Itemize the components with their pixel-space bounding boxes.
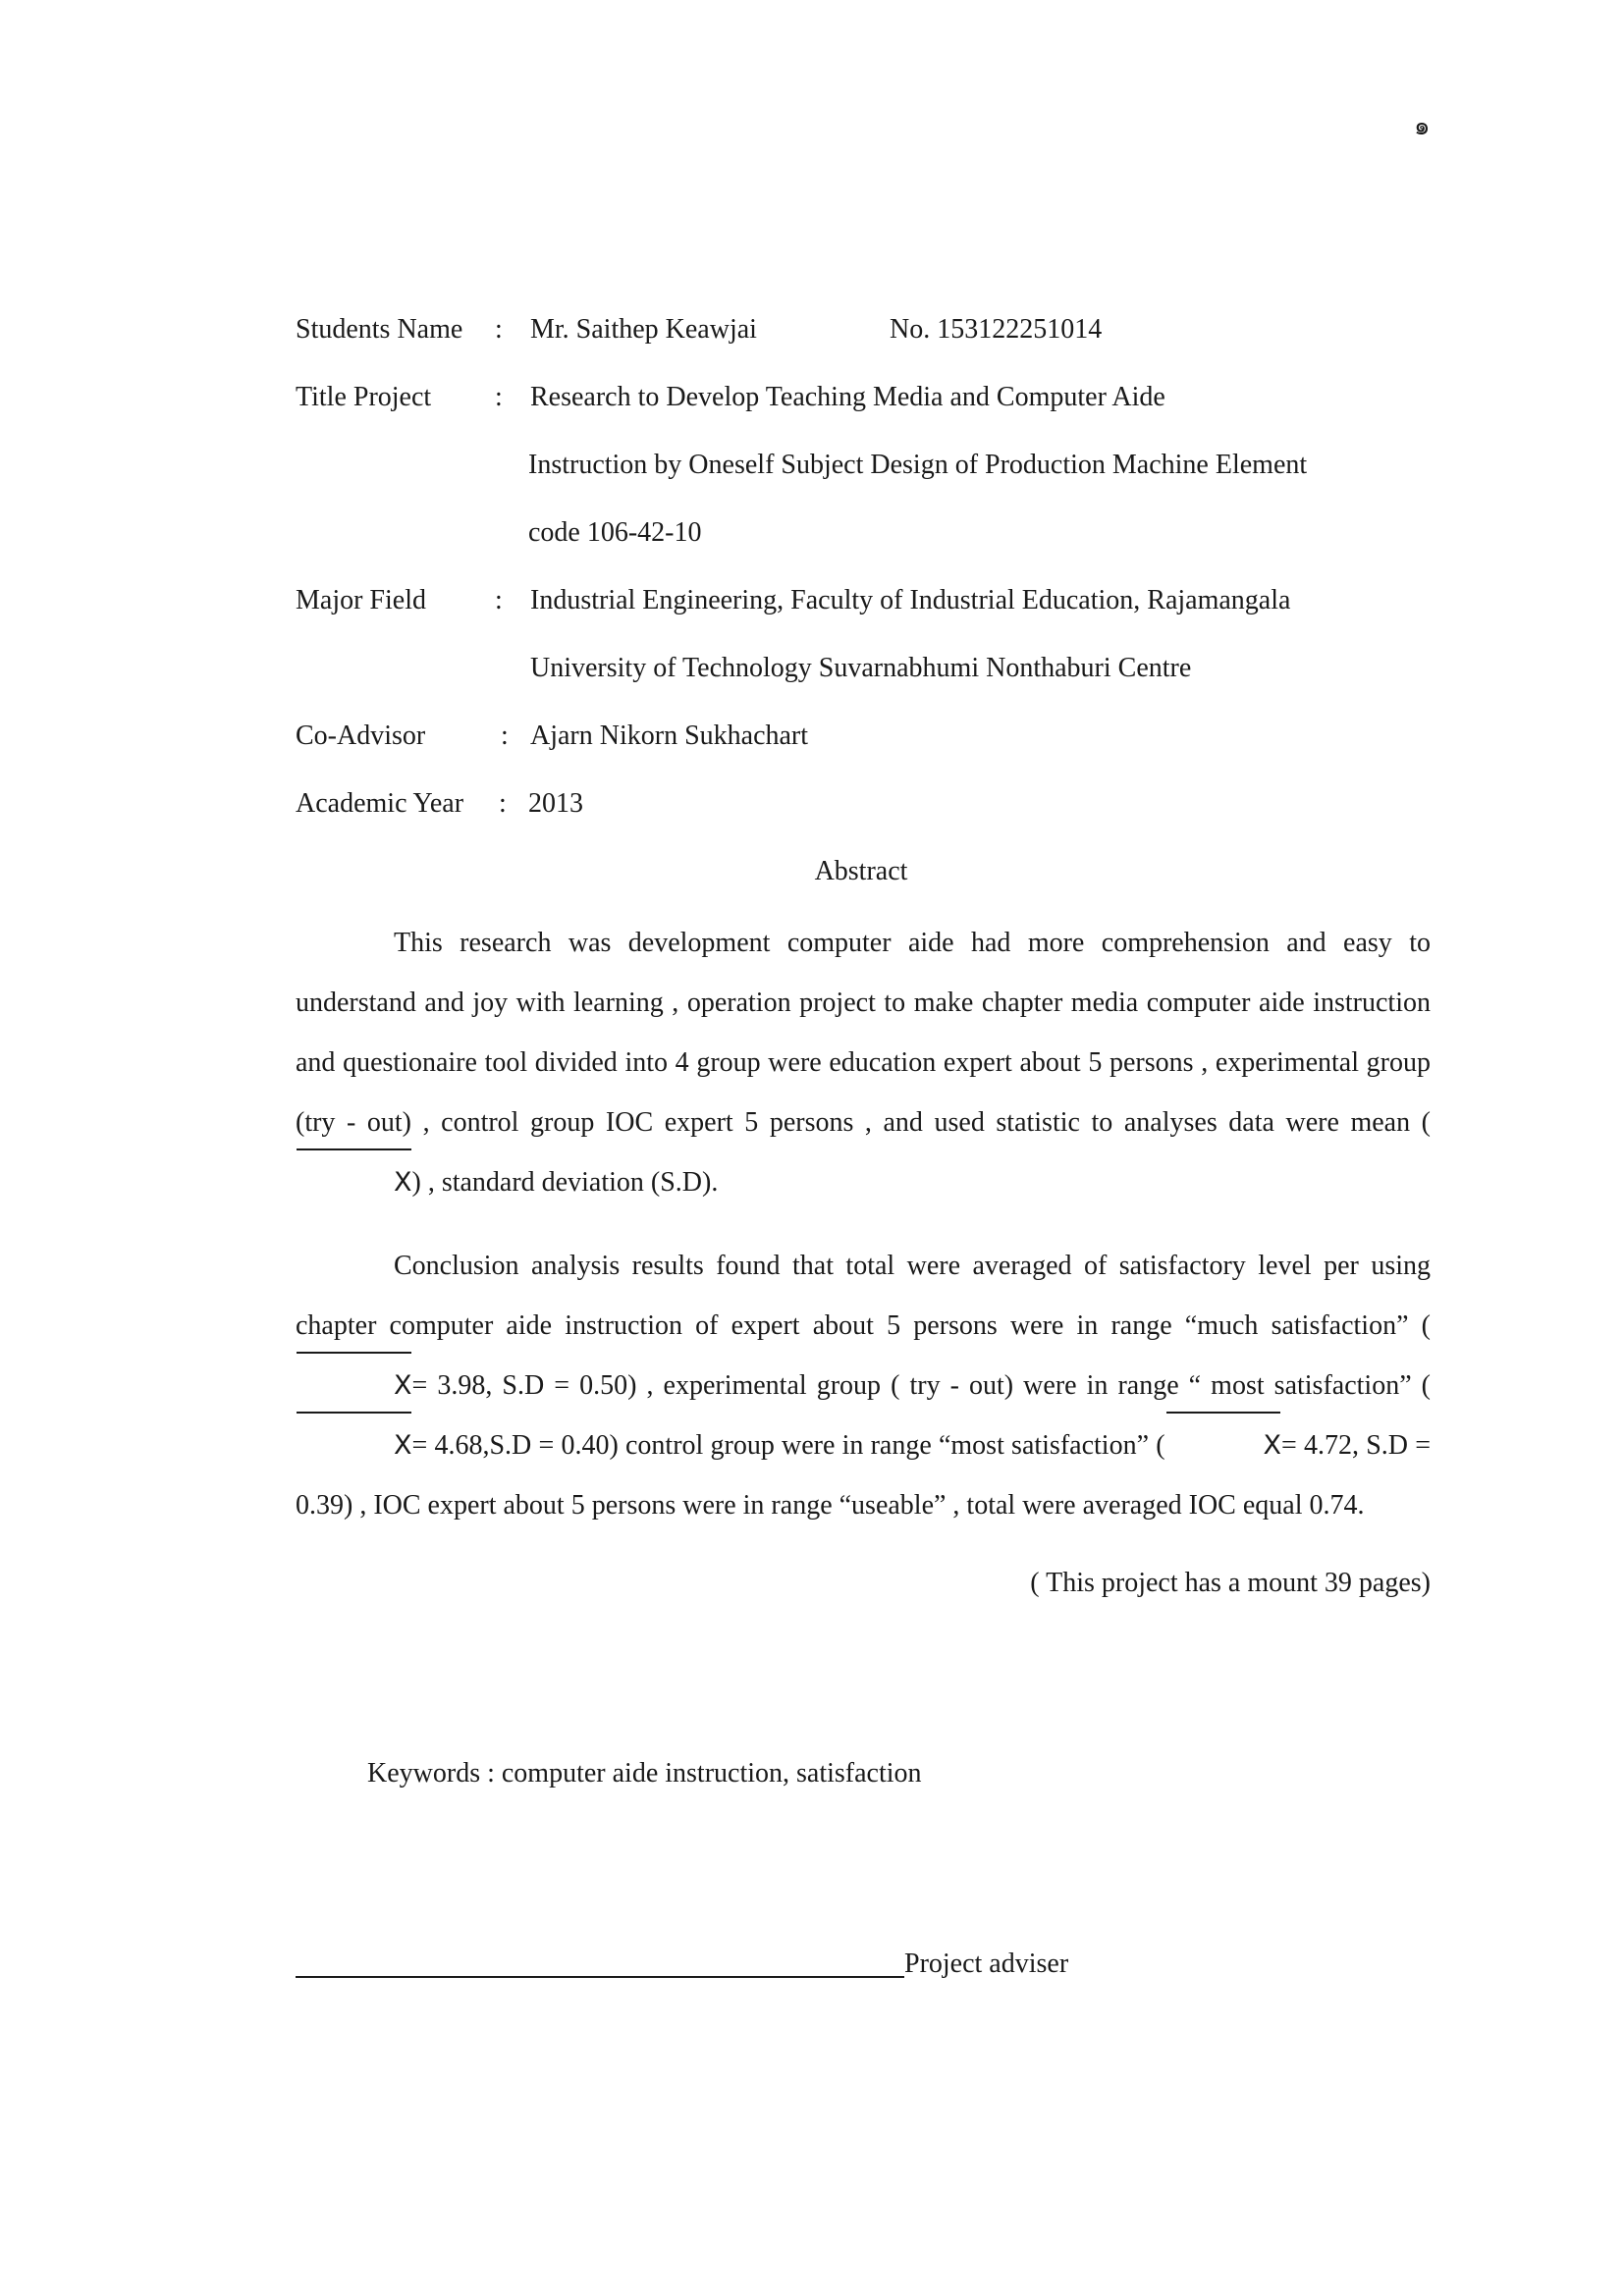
page-number: ๑: [1414, 112, 1431, 140]
mean-symbol: X: [296, 1415, 412, 1475]
mean-symbol: X: [296, 1356, 412, 1415]
abstract-paragraph-2: [296, 1236, 1431, 1535]
major-field-line: University of Technology Suvarnabhumi Nonthaburi Centre: [530, 653, 1192, 683]
abstract-heading: Abstract: [814, 856, 908, 886]
field-label: Academic Year: [296, 788, 464, 819]
signature-line: [296, 1976, 904, 1978]
abstract-text: = 3.98, S.D = 0.50) , experimental group ( try - out) were in range “ most satisfaction” (: [411, 1370, 1431, 1401]
field-label: Major Field: [296, 585, 426, 615]
co-advisor-name: Ajarn Nikorn Sukhachart: [530, 721, 809, 751]
field-label: Co-Advisor: [296, 721, 426, 751]
abstract-text: = 4.72, S.D = 0.39) , IOC expert about 5 persons were in range “useable” , total were averaged IOC equal 0.74.: [296, 1430, 1431, 1521]
field-label: Students Name: [296, 314, 463, 345]
mean-symbol: X: [296, 1152, 412, 1212]
project-title-line: Instruction by Oneself Subject Design of Production Machine Element: [528, 450, 1308, 480]
page-count-note: ( This project has a mount 39 pages): [1030, 1568, 1431, 1598]
field-label: Title Project: [296, 382, 432, 412]
abstract-text: = 4.68,S.D = 0.40) control group were in range “most satisfaction” (: [411, 1430, 1165, 1461]
field-colon: :: [495, 314, 503, 345]
project-title-line: Research to Develop Teaching Media and Computer Aide: [530, 382, 1165, 412]
project-title-line: code 106-42-10: [528, 517, 702, 548]
abstract-text: Conclusion analysis results found that total were averaged of satisfactory level per using chapter computer aide instruction of expert about 5 persons were in range “much satisfaction” (: [296, 1251, 1431, 1341]
field-colon: :: [499, 788, 507, 819]
student-number: No. 153122251014: [890, 314, 1103, 345]
academic-year: 2013: [528, 788, 583, 819]
field-colon: :: [495, 382, 503, 412]
abstract-text: ) , standard deviation (S.D).: [411, 1167, 719, 1198]
student-name: Mr. Saithep Keawjai: [530, 314, 757, 345]
signature-label: Project adviser: [904, 1949, 1069, 1979]
abstract-paragraph-1: [296, 913, 1431, 1212]
field-colon: :: [501, 721, 509, 751]
mean-symbol: X: [1165, 1415, 1282, 1475]
abstract-text: This research was development computer aide had more comprehension and easy to understand and joy with learning , operation project to make chapter media computer aide instruction and questionaire tool divided into 4 group were education expert about 5 persons , experimental group (try - out) , control group IOC expert 5 persons , and used statistic to analyses data were mean (: [296, 928, 1431, 1138]
field-colon: :: [495, 585, 503, 615]
keywords: Keywords : computer aide instruction, satisfaction: [367, 1758, 922, 1789]
major-field-line: Industrial Engineering, Faculty of Industrial Education, Rajamangala: [530, 585, 1291, 615]
